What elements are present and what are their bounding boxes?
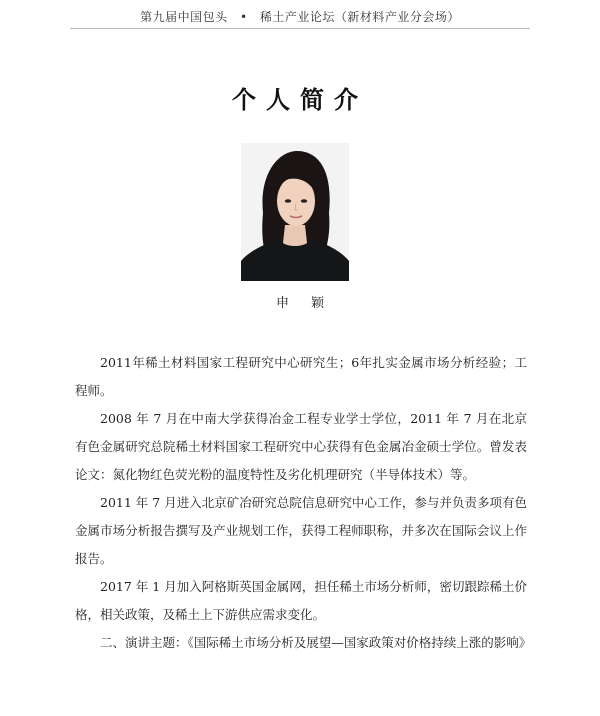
header-separator: •: [239, 10, 248, 24]
header-event: 第九届中国包头: [140, 10, 228, 24]
bio-paragraph-1: 2011年稀土材料国家工程研究中心研究生；6年扎实金属市场分析经验；工程师。: [75, 355, 527, 398]
speech-topic: 二、演讲主题：《国际稀土市场分析及展望—国家政策对价格持续上涨的影响》: [100, 635, 532, 650]
page-title: 个人简介: [232, 85, 368, 114]
header-forum: 稀土产业论坛（新材料产业分会场）: [259, 10, 460, 24]
bio-body: [75, 349, 532, 657]
bio-paragraph-2: 2008 年 7 月在中南大学获得冶金工程专业学士学位，2011 年 7 月在北京有色金属研究总院稀土材料国家工程研究中心获得有色金属冶金硕士学位。曾发表论文：氮化物红色荧光粉的温度特性及劣化机理研究（半导体技术）等。: [75, 411, 527, 482]
portrait-photo: [241, 143, 349, 281]
running-header: [70, 8, 530, 25]
person-name: 申颖: [275, 296, 346, 311]
bio-paragraph-4: 2017 年 1 月加入阿格斯英国金属网，担任稀土市场分析师，密切跟踪稀土价格，相关政策，及稀土上下游供应需求变化。: [75, 579, 527, 622]
portrait-illustration: [241, 143, 349, 281]
bio-paragraph-3: 2011 年 7 月进入北京矿冶研究总院信息研究中心工作，参与并负责多项有色金属市场分析报告撰写及产业规划工作，获得工程师职称，并多次在国际会议上作报告。: [75, 495, 527, 566]
header-divider: [70, 28, 530, 29]
